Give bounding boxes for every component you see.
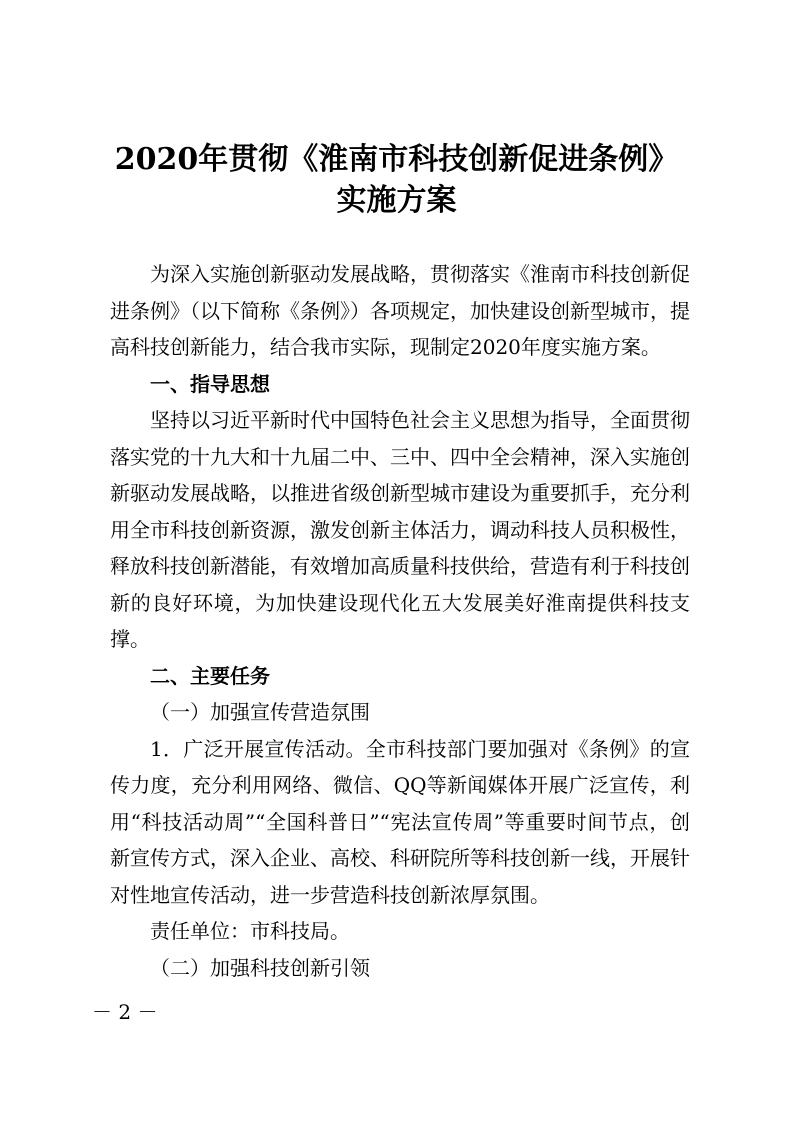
document-title: 2020年贯彻《淮南市科技创新促进条例》 bbox=[114, 142, 679, 177]
document-body bbox=[110, 256, 690, 986]
responsible-unit-line: 责任单位：市科技局。 bbox=[150, 919, 350, 943]
publicity-paragraph: 1．广泛开展宣传活动。全市科技部门要加强对《条例》的宣传力度，充分利用网络、微信、QQ等新闻媒体开展广泛宣传，利用“科技活动周”“全国科普日”“宪法宣传周”等重要时间节点，创新宣传方式，深入企业、高校、科研院所等科技创新一线，开展针对性地宣传活动，进一步营造科技创新浓厚氛围。 bbox=[110, 736, 690, 907]
intro-paragraph: 为深入实施创新驱动发展战略，贯彻落实《淮南市科技创新促进条例》（以下简称《条例》）各项规定，加快建设创新型城市，提高科技创新能力，结合我市实际，现制定2020年度实施方案。 bbox=[110, 262, 690, 359]
section-heading-main-tasks: 二、主要任务 bbox=[150, 663, 270, 688]
subsection-heading-innovation-leadership: （二）加强科技创新引领 bbox=[150, 955, 370, 980]
guiding-ideology-paragraph: 坚持以习近平新时代中国特色社会主义思想为指导，全面贯彻落实党的十九大和十九届二中、三中、四中全会精神，深入实施创新驱动发展战略，以推进省级创新型城市建设为重要抓手，充分利用全市科技创新资源，激发创新主体活力，调动科技人员积极性，释放科技创新潜能，有效增加高质量科技供给，营造有利于科技创新的良好环境，为加快建设现代化五大发展美好淮南提供科技支撑。 bbox=[110, 408, 690, 651]
page-number: － 2 － bbox=[92, 1000, 158, 1024]
document-title-line2: 实施方案 bbox=[336, 183, 457, 218]
subsection-heading-publicity: （一）加强宣传营造氛围 bbox=[150, 700, 370, 724]
section-heading-guiding-ideology: 一、指导思想 bbox=[150, 371, 270, 396]
